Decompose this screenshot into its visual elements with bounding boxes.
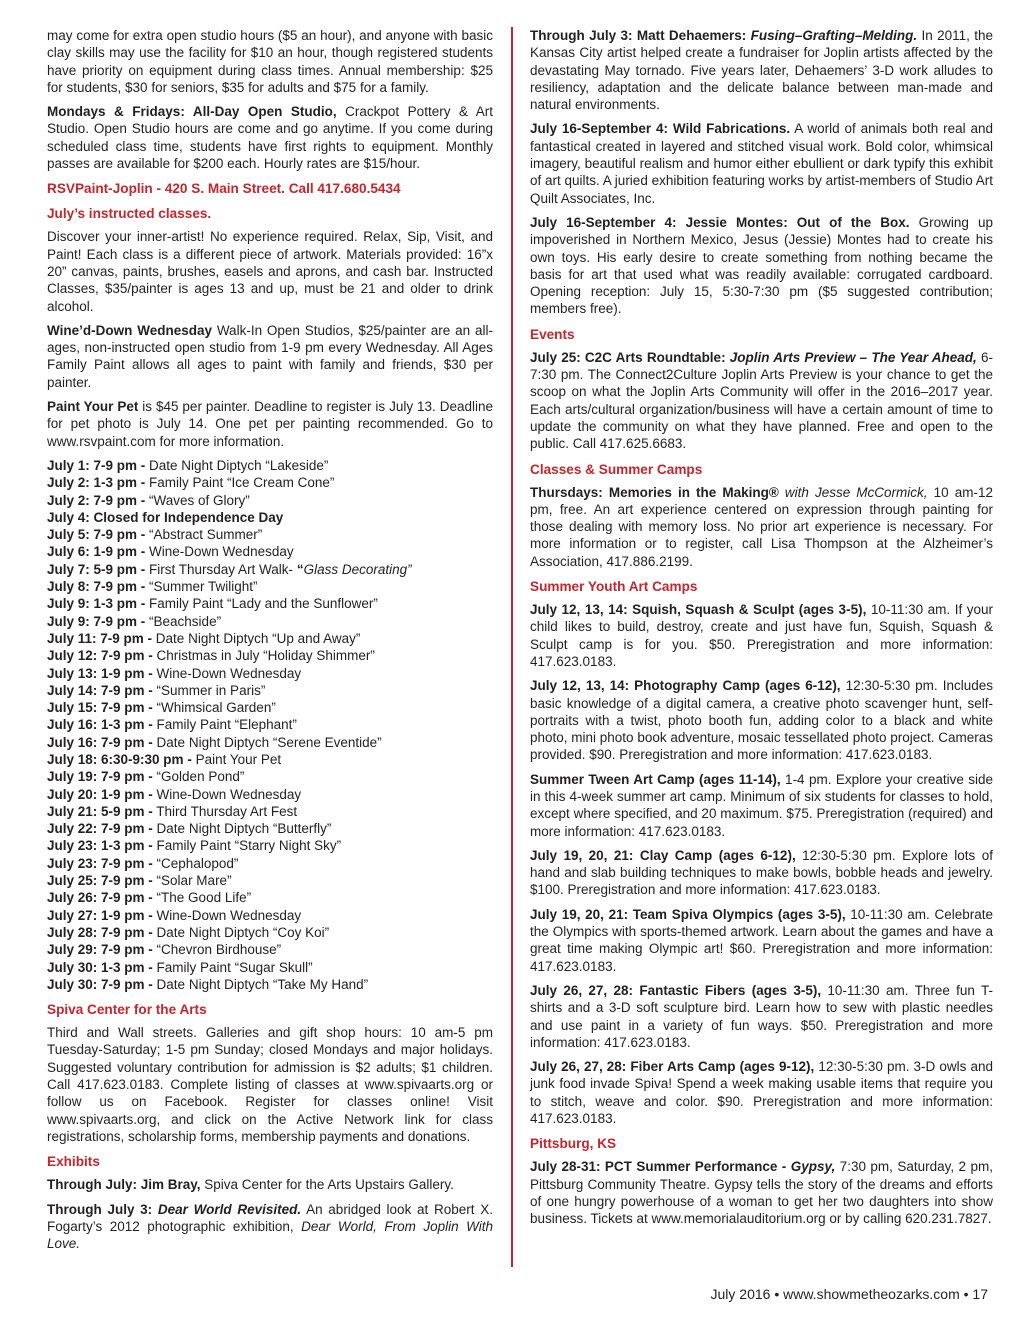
schedule-item: July 29: 7-9 pm - “Chevron Birdhouse” — [47, 942, 282, 958]
memories-entry: Thursdays: Memories in the Making® with Jesse McCormick, 10 am-12 pm, free. An art experience centered on expression through painting for those dealing with memory loss. No prior art experience is necessary. For more information or to register, call Lisa Thompson at the Alzheimer’s Association, 417.886.2199. — [530, 484, 993, 569]
schedule-item: July 5: 7-9 pm - “Abstract Summer” — [47, 527, 263, 543]
schedule-item: July 2: 1-3 pm - Family Paint “Ice Cream Cone” — [47, 475, 335, 491]
schedule-item: July 9: 7-9 pm - “Beachside” — [47, 613, 222, 629]
schedule-item: July 25: 7-9 pm - “Solar Mare” — [47, 873, 232, 889]
rsvpaint-heading: RSVPaint-Joplin - 420 S. Main Street. Call 417.680.5434 — [47, 181, 401, 197]
rsvpaint-description: Discover your inner-artist! No experience required. Relax, Sip, Visit, and Paint! Each class is a different piece of artwork. Materials provided: 16”x 20” canvas, paints, brushes, easels and aprons, and cash bar. Instructed Classes, $35/painter is ages 13 and up, must be 21 and older to drink alcohol. — [47, 229, 493, 314]
wild-fabrications-entry: July 16-September 4: Wild Fabrications. A world of animals both real and fantastical created in layered and stitched visual work. Bold color, whimsical imagery, beautiful realism and humor either ebullient or dark typify this exhibit of art quilts. A juried exhibition featuring works by artist-members of Studio Art Quilt Associates, Inc. — [530, 121, 993, 206]
pct-performance-entry: July 28-31: PCT Summer Performance - Gypsy, 7:30 pm, Saturday, 2 pm, Pittsburg Community Theatre. Gypsy tells the story of the dreams and efforts of one hungry powerhouse of a woman to get her two daughters into show business. Tickets at www.memorialauditorium.org or by calling 620.231.7827. — [530, 1159, 994, 1227]
schedule-item: July 15: 7-9 pm - “Whimsical Garden” — [47, 700, 276, 716]
jim-bray-entry: Through July: Jim Bray, Spiva Center for the Arts Upstairs Gallery. — [47, 1177, 454, 1193]
instructed-classes-heading: July’s instructed classes. — [47, 206, 212, 222]
schedule-item: July 28: 7-9 pm - Date Night Diptych “Coy Koi” — [47, 924, 330, 940]
jessie-montes-entry: July 16-September 4: Jessie Montes: Out of the Box. Growing up impoverished in Northern Mexico, Jesus (Jessie) Montes had to create his own toys. His early desire to create something from nothing became the basis for art that used what was readily available: corrugated cardboard. Opening reception: July 15, 5:30-7:30 pm ($5 suggested contribution; members free). — [530, 214, 993, 317]
rsvpaint-schedule — [47, 457, 493, 993]
spiva-heading: Spiva Center for the Arts — [47, 1002, 207, 1018]
schedule-item: July 19: 7-9 pm - “Golden Pond” — [47, 769, 245, 785]
camp-entry: July 26, 27, 28: Fiber Arts Camp (ages 9-12), 12:30-5:30 pm. 3-D owls and junk food invade Spiva! Spend a week making usable items that require you to stitch, weave and color. $90. Preregistration and more information: 417.623.0183. — [530, 1059, 993, 1127]
exhibits-heading: Exhibits — [47, 1154, 100, 1170]
camp-entry: July 19, 20, 21: Clay Camp (ages 6-12), 12:30-5:30 pm. Explore lots of hand and slab building techniques to make bowls, bobble heads and jewelry. $100. Preregistration and more information: 417.623.0183. — [530, 847, 993, 898]
camp-list — [530, 601, 993, 1127]
open-studio-entry: Mondays & Fridays: All-Day Open Studio, Crackpot Pottery & Art Studio. Open Studio hours are come and go anytime. If you come during scheduled class time, students have first rights to equipment. Monthly passes are available for $200 each. Hourly rates are $15/hour. — [47, 104, 493, 172]
schedule-item: July 23: 1-3 pm - Family Paint “Starry Night Sky” — [47, 838, 342, 854]
right-column — [530, 27, 993, 1235]
schedule-item: July 2: 7-9 pm - “Waves of Glory” — [47, 492, 250, 508]
schedule-item: July 23: 7-9 pm - “Cephalopod” — [47, 855, 239, 871]
schedule-item: July 30: 1-3 pm - Family Paint “Sugar Skull” — [47, 959, 313, 975]
schedule-item: July 22: 7-9 pm - Date Night Diptych “Butterfly” — [47, 821, 332, 837]
schedule-item: July 18: 6:30-9:30 pm - Paint Your Pet — [47, 751, 282, 767]
camp-entry: Summer Tween Art Camp (ages 11-14), 1-4 pm. Explore your creative side in this 4-week summer art camp. Minimum of six students for classes to hold, except where specified, and 20 maximum. $75. Preregistration (required) and more information: 417.623.0183. — [530, 771, 993, 839]
schedule-item: July 4: Closed for Independence Day — [47, 509, 284, 525]
schedule-item: July 21: 5-9 pm - Third Thursday Art Fest — [47, 803, 298, 819]
spiva-description: Third and Wall streets. Galleries and gift shop hours: 10 am-5 pm Tuesday-Saturday; 1-5 pm Sunday; closed Mondays and major holidays. Suggested voluntary contribution for admission is $2 adults; $1 children. Call 417.623.0183. Complete listing of classes at www.spivaarts.org or follow us on Facebook. Register for classes online! Visit www.spivaarts.org, and click on the Active Network link for class registrations, scholarship forms, membership payments and donations. — [47, 1025, 493, 1144]
column-divider — [511, 27, 513, 1267]
dear-world-entry: Through July 3: Dear World Revisited. An abridged look at Robert X. Fogarty’s 2012 photographic exhibition, Dear World, From Joplin With Love. — [47, 1201, 493, 1252]
schedule-item: July 13: 1-9 pm - Wine-Down Wednesday — [47, 665, 302, 681]
schedule-item: July 12: 7-9 pm - Christmas in July “Holiday Shimmer” — [47, 648, 375, 664]
schedule-item: July 11: 7-9 pm - Date Night Diptych “Up and Away” — [47, 630, 361, 646]
youth-camps-heading: Summer Youth Art Camps — [530, 579, 698, 595]
paint-your-pet-entry: Paint Your Pet is $45 per painter. Deadline to register is July 13. Deadline for pet photo is July 14. One pet per painting recommended. Go to www.rsvpaint.com for more information. — [47, 399, 493, 449]
camp-entry: July 19, 20, 21: Team Spiva Olympics (ages 3-5), 10-11:30 am. Celebrate the Olympics with sports-themed artwork. Learn about the games and have a great time making Olympic art! $60. Preregistration and more information: 417.623.0183. — [530, 906, 993, 974]
schedule-item: July 9: 1-3 pm - Family Paint “Lady and the Sunflower” — [47, 596, 378, 612]
dehaemers-entry: Through July 3: Matt Dehaemers: Fusing–Grafting–Melding. In 2011, the Kansas City artist helped create a fundraiser for Joplin artists affected by the devastating May tornado. Five years later, Dehaemers’ 3-D work alludes to resiliency, adaptation and the delicate balance between man-made and natural environments. — [530, 28, 993, 113]
schedule-item: July 30: 7-9 pm - Date Night Diptych “Take My Hand” — [47, 976, 369, 992]
pittsburg-heading: Pittsburg, KS — [530, 1136, 617, 1152]
camp-entry: July 12, 13, 14: Photography Camp (ages 6-12), 12:30-5:30 pm. Includes basic knowledge of a digital camera, a creative photo scavenger hunt, self-portraits with a twist, photo booth fun, adding color to a black and white photo, mini photo book adventure, mosaic tessellated photo project. Cameras provided. $90. Preregistration and more information: 417.623.0183. — [530, 678, 994, 763]
schedule-item: July 6: 1-9 pm - Wine-Down Wednesday — [47, 544, 294, 560]
schedule-item: July 20: 1-9 pm - Wine-Down Wednesday — [47, 786, 302, 802]
schedule-item: July 26: 7-9 pm - “The Good Life” — [47, 890, 252, 906]
page-footer: July 2016 • www.showmetheozarks.com • 17 — [710, 1286, 988, 1302]
schedule-item: July 14: 7-9 pm - “Summer in Paris” — [47, 682, 266, 698]
schedule-item: July 27: 1-9 pm - Wine-Down Wednesday — [47, 907, 302, 923]
left-column — [47, 27, 493, 1259]
schedule-item: July 1: 7-9 pm - Date Night Diptych “Lakeside” — [47, 457, 329, 473]
c2c-roundtable-entry: July 25: C2C Arts Roundtable: Joplin Arts Preview – The Year Ahead, 6-7:30 pm. The Connect2Culture Joplin Arts Preview is your chance to get the scoop on what the Joplin Arts Community will offer in the 2016–2017 year. Each arts/cultural organization/business will have a certain amount of time to update the community on what they have planned. Free and open to the public. Call 417.625.6683. — [530, 349, 993, 452]
pottery-intro: may come for extra open studio hours ($5 an hour), and anyone with basic clay skills may use the facility for $10 an hour, though registered students have priority on equipment during class times. Annual membership: $25 for students, $30 for seniors, $35 for adults and $75 for a family. — [47, 28, 493, 95]
schedule-item: July 7: 5-9 pm - First Thursday Art Walk- “Glass Decorating” — [47, 561, 412, 577]
camp-entry: July 12, 13, 14: Squish, Squash & Sculpt (ages 3-5), 10-11:30 am. If your child likes to build, destroy, create and just have fun, Squish, Squash & Sculpt camp is for you. $50. Preregistration and more information: 417.623.0183. — [530, 602, 993, 669]
camp-entry: July 26, 27, 28: Fantastic Fibers (ages 3-5), 10-11:30 am. Three fun T-shirts and a 3-D soft sculpture bird. Learn how to sew with plastic needles and use paint in a variety of fun ways. $50. Preregistration and more information: 417.623.0183. — [530, 982, 993, 1050]
classes-heading: Classes & Summer Camps — [530, 461, 703, 477]
events-heading: Events — [530, 326, 575, 342]
wine-down-entry: Wine’d-Down Wednesday Walk-In Open Studios, $25/painter are an all-ages, non-instructed open studio from 1-9 pm every Wednesday. All Ages Family Paint allows all ages to paint with family and friends, $30 per painter. — [47, 322, 493, 390]
schedule-item: July 8: 7-9 pm - “Summer Twilight” — [47, 579, 258, 595]
schedule-item: July 16: 1-3 pm - Family Paint “Elephant” — [47, 717, 297, 733]
schedule-item: July 16: 7-9 pm - Date Night Diptych “Serene Eventide” — [47, 734, 382, 750]
